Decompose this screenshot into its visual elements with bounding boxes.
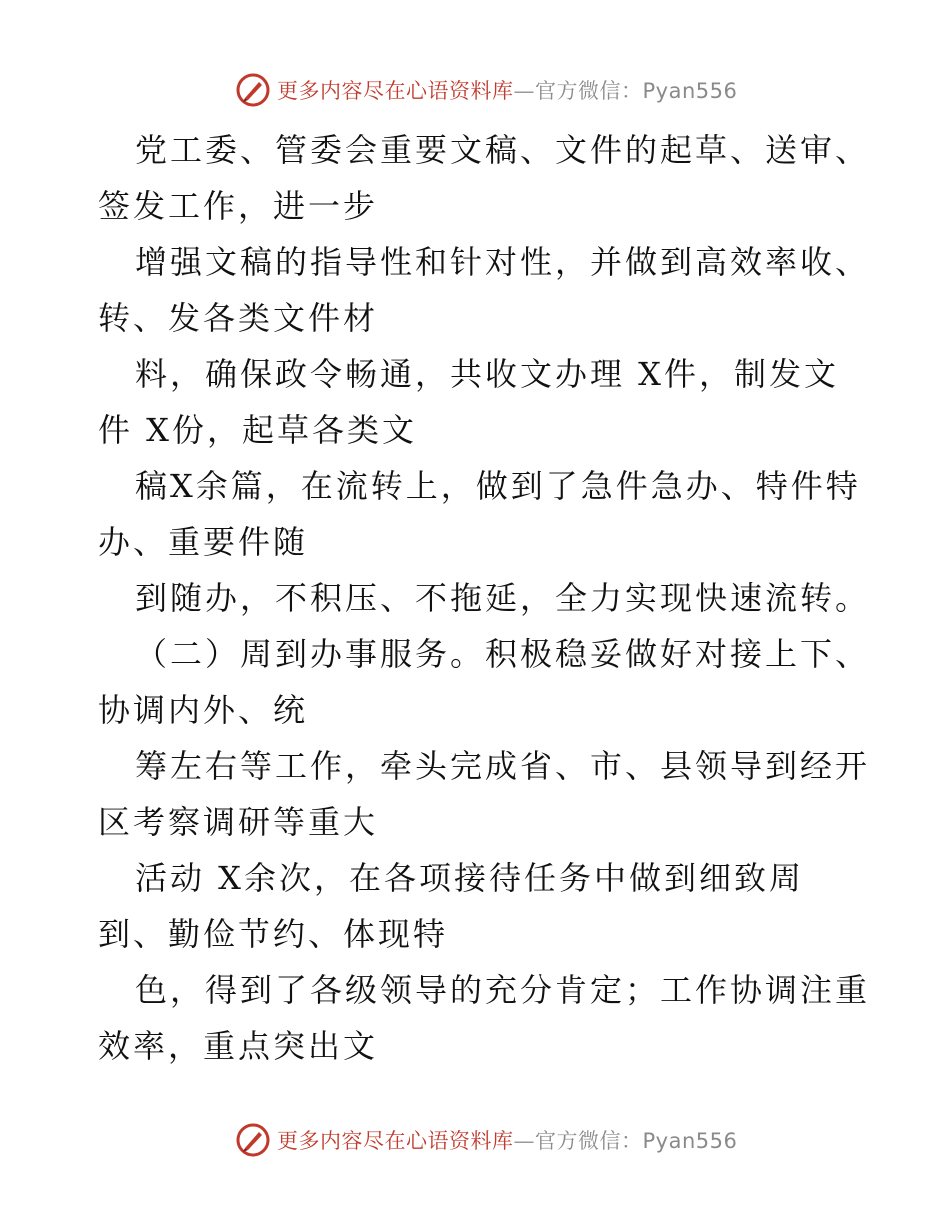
text-line: 色，得到了各级领导的充分肯定；工作协调注重 (135, 971, 871, 1009)
text-line: 区考察调研等重大 (98, 803, 379, 841)
text-line: 活动 X余次，在各项接待任务中做到细致周 (135, 859, 804, 897)
text-line: 到、勤俭节约、体现特 (98, 915, 449, 953)
text-line: 签发工作，进一步 (98, 187, 379, 225)
text-line: 办、重要件随 (98, 523, 309, 561)
text-line: 增强文稿的指导性和针对性，并做到高效率收、 (135, 243, 871, 281)
text-line: 党工委、管委会重要文稿、文件的起草、送审、 (135, 131, 871, 169)
watermark-text (277, 1125, 737, 1155)
document-body (98, 122, 871, 1074)
watermark-text (277, 75, 737, 105)
text-line: 件 X份，起草各类文 (98, 411, 417, 449)
header-watermark (235, 70, 755, 110)
watermark-suffix: 官方微信：Pyan556 (535, 1129, 738, 1153)
text-line: 效率，重点突出文 (98, 1027, 379, 1065)
quill-pen-circle-icon (235, 72, 271, 108)
text-line: 筹左右等工作，牵头完成省、市、县领导到经开 (135, 747, 871, 785)
footer-watermark (235, 1120, 755, 1160)
text-line: 稿X余篇，在流转上，做到了急件急办、特件特 (135, 467, 861, 505)
watermark-suffix: 官方微信：Pyan556 (535, 79, 738, 103)
text-line: 到随办，不积压、不拖延，全力实现快速流转。 (135, 579, 871, 617)
section-heading-line: （二）周到办事服务。积极稳妥做好对接上下、 (135, 635, 871, 673)
watermark-separator: — (513, 1129, 535, 1153)
quill-pen-circle-icon (235, 1122, 271, 1158)
watermark-brand: 更多内容尽在心语资料库 (277, 79, 514, 103)
text-line: 协调内外、统 (98, 691, 309, 729)
text-line: 转、发各类文件材 (98, 299, 379, 337)
text-line: 料，确保政令畅通，共收文办理 X件，制发文 (135, 355, 839, 393)
watermark-separator: — (513, 79, 535, 103)
watermark-brand: 更多内容尽在心语资料库 (277, 1129, 514, 1153)
